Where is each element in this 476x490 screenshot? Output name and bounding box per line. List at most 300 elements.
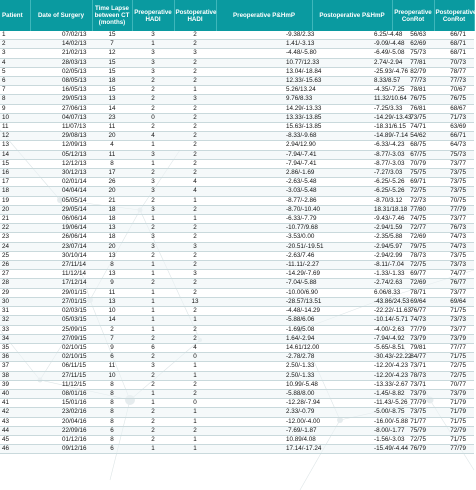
pre-hadi-cell: 3 (132, 362, 174, 371)
pre-conrot-cell: 67/75 (392, 150, 434, 159)
post-phmp-cell: 6.25/-4.48 (312, 31, 392, 40)
post-conrot-cell: 73/77 (434, 288, 474, 297)
post-hadi-cell: 2 (174, 426, 216, 435)
patient-cell: 10 (0, 113, 30, 122)
table-row (0, 77, 474, 86)
post-conrot-cell: 71/75 (434, 435, 474, 444)
pre-conrot-cell: 69/64 (392, 297, 434, 306)
post-hadi-cell: 0 (174, 353, 216, 362)
pre-hadi-cell: 2 (132, 196, 174, 205)
patient-cell: 34 (0, 334, 30, 343)
table-row (0, 435, 474, 444)
table-row (0, 380, 474, 389)
pre-phmp-cell: -5.88/6.06 (216, 316, 312, 325)
post-conrot-cell: 77/77 (434, 343, 474, 352)
pre-hadi-cell: 6 (132, 343, 174, 352)
pre-hadi-cell: 1 (132, 288, 174, 297)
pre-hadi-cell: 0 (132, 113, 174, 122)
patient-cell: 14 (0, 150, 30, 159)
post-conrot-cell: 71/79 (434, 408, 474, 417)
table-row (0, 49, 474, 58)
post-phmp-cell: -1.56/-3.03 (312, 435, 392, 444)
pre-phmp-cell: -2.63/7.46 (216, 251, 312, 260)
table-row (0, 233, 474, 242)
post-hadi-cell: 2 (174, 132, 216, 141)
pre-phmp-cell: -1.69/5.08 (216, 325, 312, 334)
post-conrot-cell: 77/79 (434, 205, 474, 214)
pre-phmp-cell: -28.57/13.51 (216, 297, 312, 306)
post-phmp-cell: -15.49/-4.44 (312, 445, 392, 454)
pre-phmp-cell: -7.69/-1.87 (216, 426, 312, 435)
post-conrot-cell: 74/77 (434, 270, 474, 279)
time-lapse-cell: 9 (92, 279, 132, 288)
date-cell: 04/04/14 (30, 187, 92, 196)
table-row (0, 261, 474, 270)
post-conrot-cell: 74/73 (434, 242, 474, 251)
pre-phmp-cell: -8.70/-10.40 (216, 205, 312, 214)
post-phmp-cell: -8.70/3.12 (312, 196, 392, 205)
table-row (0, 95, 474, 104)
date-cell: 28/03/13 (30, 58, 92, 67)
table-row (0, 141, 474, 150)
table-row (0, 58, 474, 67)
post-conrot-cell: 63/69 (434, 123, 474, 132)
post-hadi-cell: 3 (174, 270, 216, 279)
pre-hadi-cell: 3 (132, 150, 174, 159)
table-header (0, 0, 474, 31)
patient-cell: 2 (0, 40, 30, 49)
date-cell: 11/12/15 (30, 380, 92, 389)
post-hadi-cell: 2 (174, 279, 216, 288)
pre-phmp-cell: 12.33/-15.63 (216, 77, 312, 86)
post-phmp-cell: -6.49/-5.08 (312, 49, 392, 58)
patient-cell: 5 (0, 67, 30, 76)
table-row (0, 123, 474, 132)
pre-hadi-cell: 2 (132, 251, 174, 260)
patient-cell: 13 (0, 141, 30, 150)
table-row (0, 408, 474, 417)
time-lapse-cell: 8 (92, 435, 132, 444)
header-time-lapse: Time Lapse between CT (months) (92, 0, 132, 31)
pre-conrot-cell: 62/69 (392, 40, 434, 49)
pre-conrot-cell: 72/69 (392, 233, 434, 242)
pre-hadi-cell: 1 (132, 297, 174, 306)
pre-conrot-cell: 70/79 (392, 159, 434, 168)
date-cell: 23/02/16 (30, 408, 92, 417)
post-hadi-cell: 2 (174, 307, 216, 316)
post-hadi-cell: 2 (174, 334, 216, 343)
post-phmp-cell: -8.77/-3.03 (312, 150, 392, 159)
pre-hadi-cell: 3 (132, 242, 174, 251)
post-hadi-cell: 2 (174, 380, 216, 389)
pre-hadi-cell: 1 (132, 399, 174, 408)
time-lapse-cell: 14 (92, 316, 132, 325)
post-hadi-cell: 2 (174, 104, 216, 113)
post-conrot-cell: 71/75 (434, 417, 474, 426)
pre-conrot-cell: 74/71 (392, 123, 434, 132)
patient-cell: 33 (0, 325, 30, 334)
post-phmp-cell: -22.22/-11.63 (312, 307, 392, 316)
table-row (0, 288, 474, 297)
header-date-of-surgery: Date of Surgery (30, 0, 92, 31)
post-conrot-cell: 70/75 (434, 196, 474, 205)
table-row (0, 389, 474, 398)
pre-phmp-cell: 14.29/-13.33 (216, 104, 312, 113)
post-phmp-cell: -8.77/-3.03 (312, 159, 392, 168)
table-row (0, 353, 474, 362)
post-conrot-cell: 64/73 (434, 141, 474, 150)
date-cell: 26/06/14 (30, 233, 92, 242)
patient-cell: 12 (0, 132, 30, 141)
pre-phmp-cell: -3.53/0.00 (216, 233, 312, 242)
patient-cell: 45 (0, 435, 30, 444)
table-row (0, 334, 474, 343)
pre-conrot-cell: 68/75 (392, 141, 434, 150)
date-cell: 27/11/15 (30, 371, 92, 380)
time-lapse-cell: 2 (92, 325, 132, 334)
pre-hadi-cell: 2 (132, 77, 174, 86)
pre-conrot-cell: 73/71 (392, 362, 434, 371)
pre-conrot-cell: 78/73 (392, 371, 434, 380)
date-cell: 27/11/14 (30, 261, 92, 270)
table-row (0, 316, 474, 325)
pre-phmp-cell: -4.48/-14.29 (216, 307, 312, 316)
time-lapse-cell: 10 (92, 307, 132, 316)
post-phmp-cell: -30.43/-22.22 (312, 353, 392, 362)
header-postoperative-phmp: Postoperative P&HmP (312, 0, 392, 31)
table-row (0, 31, 474, 40)
pre-phmp-cell: 15.63/-13.85 (216, 123, 312, 132)
post-phmp-cell: 6.06/8.33 (312, 288, 392, 297)
pre-phmp-cell: 10.99/-5.48 (216, 380, 312, 389)
time-lapse-cell: 14 (92, 104, 132, 113)
time-lapse-cell: 15 (92, 86, 132, 95)
post-hadi-cell: 2 (174, 205, 216, 214)
patient-cell: 40 (0, 389, 30, 398)
pre-hadi-cell: 1 (132, 261, 174, 270)
time-lapse-cell: 4 (92, 141, 132, 150)
post-conrot-cell: 71/79 (434, 399, 474, 408)
patient-cell: 1 (0, 31, 30, 40)
time-lapse-cell: 8 (92, 380, 132, 389)
date-cell: 12/12/13 (30, 159, 92, 168)
date-cell: 11/12/14 (30, 270, 92, 279)
post-hadi-cell: 2 (174, 159, 216, 168)
post-phmp-cell: -6.33/-4.23 (312, 141, 392, 150)
post-hadi-cell: 4 (174, 178, 216, 187)
post-phmp-cell: -8.11/-7.04 (312, 261, 392, 270)
pre-hadi-cell: 1 (132, 307, 174, 316)
post-hadi-cell: 1 (174, 215, 216, 224)
date-cell: 09/12/16 (30, 445, 92, 454)
post-phmp-cell: -6.25/-5.26 (312, 178, 392, 187)
post-conrot-cell: 73/77 (434, 215, 474, 224)
pre-phmp-cell: -3.03/-5.48 (216, 187, 312, 196)
pre-conrot-cell: 72/75 (392, 435, 434, 444)
table-row (0, 270, 474, 279)
post-phmp-cell: -18.31/6.15 (312, 123, 392, 132)
post-conrot-cell: 76/75 (434, 95, 474, 104)
post-hadi-cell: 13 (174, 297, 216, 306)
date-cell: 02/05/13 (30, 67, 92, 76)
time-lapse-cell: 7 (92, 334, 132, 343)
pre-phmp-cell: 2.50/-1.33 (216, 362, 312, 371)
post-hadi-cell: 2 (174, 251, 216, 260)
post-phmp-cell: -13.33/-2.67 (312, 380, 392, 389)
post-conrot-cell: 73/75 (434, 251, 474, 260)
table-row (0, 169, 474, 178)
pre-conrot-cell: 77/81 (392, 58, 434, 67)
post-hadi-cell: 2 (174, 150, 216, 159)
post-hadi-cell: 2 (174, 31, 216, 40)
date-cell: 08/01/16 (30, 389, 92, 398)
pre-phmp-cell: -9.38/2.33 (216, 31, 312, 40)
post-conrot-cell: 73/75 (434, 178, 474, 187)
patient-cell: 32 (0, 316, 30, 325)
time-lapse-cell: 6 (92, 426, 132, 435)
post-phmp-cell: -12.20/-4.23 (312, 371, 392, 380)
pre-hadi-cell: 2 (132, 95, 174, 104)
table-row (0, 224, 474, 233)
post-hadi-cell: 1 (174, 362, 216, 371)
time-lapse-cell: 13 (92, 297, 132, 306)
time-lapse-cell: 6 (92, 445, 132, 454)
pre-hadi-cell: 1 (132, 325, 174, 334)
time-lapse-cell: 20 (92, 132, 132, 141)
post-conrot-cell: 77/79 (434, 445, 474, 454)
pre-conrot-cell: 79/75 (392, 242, 434, 251)
time-lapse-cell: 7 (92, 40, 132, 49)
post-phmp-cell: -4.00/-2.63 (312, 325, 392, 334)
pre-hadi-cell: 1 (132, 445, 174, 454)
time-lapse-cell: 8 (92, 408, 132, 417)
post-hadi-cell: 2 (174, 77, 216, 86)
time-lapse-cell: 10 (92, 371, 132, 380)
pre-phmp-cell: 10.77/12.33 (216, 58, 312, 67)
date-cell: 02/10/15 (30, 343, 92, 352)
table-row (0, 132, 474, 141)
date-cell: 08/05/13 (30, 77, 92, 86)
table-row (0, 215, 474, 224)
post-hadi-cell: 2 (174, 325, 216, 334)
time-lapse-cell: 11 (92, 362, 132, 371)
pre-phmp-cell: -20.51/-19.51 (216, 242, 312, 251)
post-hadi-cell: 2 (174, 224, 216, 233)
time-lapse-cell: 13 (92, 224, 132, 233)
header-preoperative-hadi: Preoperative HADI (132, 0, 174, 31)
patient-cell: 3 (0, 49, 30, 58)
post-hadi-cell: 1 (174, 371, 216, 380)
pre-phmp-cell: 2.94/12.90 (216, 141, 312, 150)
post-hadi-cell: 3 (174, 95, 216, 104)
post-phmp-cell: -4.35/-7.25 (312, 86, 392, 95)
post-phmp-cell: -7.27/3.03 (312, 169, 392, 178)
pre-conrot-cell: 73/75 (392, 408, 434, 417)
pre-hadi-cell: 2 (132, 86, 174, 95)
date-cell: 29/08/13 (30, 132, 92, 141)
post-conrot-cell: 72/75 (434, 362, 474, 371)
post-hadi-cell: 1 (174, 435, 216, 444)
post-conrot-cell: 73/75 (434, 169, 474, 178)
table-row (0, 343, 474, 352)
patient-cell: 42 (0, 408, 30, 417)
pre-conrot-cell: 56/63 (392, 31, 434, 40)
time-lapse-cell: 20 (92, 187, 132, 196)
pre-conrot-cell: 54/62 (392, 132, 434, 141)
pre-hadi-cell: 2 (132, 371, 174, 380)
patient-cell: 30 (0, 297, 30, 306)
table-row (0, 205, 474, 214)
patient-cell: 21 (0, 215, 30, 224)
time-lapse-cell: 15 (92, 67, 132, 76)
time-lapse-cell: 8 (92, 399, 132, 408)
date-cell: 05/12/13 (30, 150, 92, 159)
pre-conrot-cell: 73/71 (392, 380, 434, 389)
post-phmp-cell: -5.65/-8.51 (312, 343, 392, 352)
date-cell: 04/07/13 (30, 113, 92, 122)
date-cell: 02/01/14 (30, 178, 92, 187)
table-row (0, 196, 474, 205)
post-hadi-cell: 4 (174, 343, 216, 352)
post-hadi-cell: 2 (174, 389, 216, 398)
table-row (0, 279, 474, 288)
date-cell: 25/09/15 (30, 325, 92, 334)
post-hadi-cell: 4 (174, 187, 216, 196)
pre-hadi-cell: 2 (132, 417, 174, 426)
pre-phmp-cell: -14.29/-7.69 (216, 270, 312, 279)
post-conrot-cell: 73/77 (434, 159, 474, 168)
date-cell: 30/10/14 (30, 251, 92, 260)
pre-conrot-cell: 76/81 (392, 104, 434, 113)
time-lapse-cell: 15 (92, 31, 132, 40)
post-conrot-cell: 71/75 (434, 353, 474, 362)
pre-conrot-cell: 69/77 (392, 270, 434, 279)
time-lapse-cell: 11 (92, 288, 132, 297)
post-hadi-cell: 2 (174, 67, 216, 76)
post-phmp-cell: -14.89/-7.14 (312, 132, 392, 141)
pre-hadi-cell: 1 (132, 316, 174, 325)
time-lapse-cell: 8 (92, 159, 132, 168)
pre-conrot-cell: 69/71 (392, 178, 434, 187)
time-lapse-cell: 8 (92, 417, 132, 426)
post-phmp-cell: -9.43/-7.46 (312, 215, 392, 224)
patient-cell: 31 (0, 307, 30, 316)
post-conrot-cell: 68/67 (434, 104, 474, 113)
post-phmp-cell: -9.09/-4.48 (312, 40, 392, 49)
pre-phmp-cell: 2.33/-0.79 (216, 408, 312, 417)
post-hadi-cell: 2 (174, 40, 216, 49)
time-lapse-cell: 23 (92, 113, 132, 122)
pre-hadi-cell: 2 (132, 408, 174, 417)
table-row (0, 417, 474, 426)
post-conrot-cell: 68/71 (434, 49, 474, 58)
pre-hadi-cell: 2 (132, 426, 174, 435)
pre-phmp-cell: 2.86/-1.69 (216, 169, 312, 178)
pre-hadi-cell: 2 (132, 435, 174, 444)
post-phmp-cell: 18.31/18.18 (312, 205, 392, 214)
post-conrot-cell: 76/73 (434, 224, 474, 233)
patient-cell: 17 (0, 178, 30, 187)
post-phmp-cell: 11.32/10.64 (312, 95, 392, 104)
pre-phmp-cell: -5.88/8.00 (216, 389, 312, 398)
post-phmp-cell: -2.74/2.63 (312, 279, 392, 288)
pre-hadi-cell: 2 (132, 380, 174, 389)
post-conrot-cell: 73/73 (434, 316, 474, 325)
time-lapse-cell: 18 (92, 233, 132, 242)
pre-phmp-cell: 13.33/-13.85 (216, 113, 312, 122)
pre-conrot-cell: 75/79 (392, 426, 434, 435)
pre-conrot-cell: 71/77 (392, 417, 434, 426)
pre-conrot-cell: 74/75 (392, 215, 434, 224)
post-phmp-cell: -8.00/-1.77 (312, 426, 392, 435)
post-hadi-cell: 3 (174, 242, 216, 251)
pre-conrot-cell: 76/77 (392, 307, 434, 316)
patient-cell: 8 (0, 95, 30, 104)
post-phmp-cell: -7.94/-4.92 (312, 334, 392, 343)
header-preoperative-phmp: Preoperative P&HmP (216, 0, 312, 31)
pre-conrot-cell: 78/81 (392, 86, 434, 95)
table-row (0, 399, 474, 408)
pre-hadi-cell: 2 (132, 334, 174, 343)
patient-cell: 39 (0, 380, 30, 389)
pre-conrot-cell: 74/73 (392, 316, 434, 325)
patient-cell: 7 (0, 86, 30, 95)
pre-conrot-cell: 78/73 (392, 251, 434, 260)
date-cell: 30/12/13 (30, 169, 92, 178)
patient-cell: 6 (0, 77, 30, 86)
table-body (0, 31, 474, 454)
post-conrot-cell: 73/73 (434, 261, 474, 270)
patient-cell: 23 (0, 233, 30, 242)
patient-cell: 28 (0, 279, 30, 288)
patient-cell: 36 (0, 353, 30, 362)
patient-cell: 44 (0, 426, 30, 435)
patient-cell: 16 (0, 169, 30, 178)
patient-cell: 37 (0, 362, 30, 371)
pre-conrot-cell: 76/75 (392, 95, 434, 104)
time-lapse-cell: 12 (92, 49, 132, 58)
post-conrot-cell: 66/71 (434, 31, 474, 40)
time-lapse-cell: 13 (92, 95, 132, 104)
pre-conrot-cell: 76/79 (392, 445, 434, 454)
post-conrot-cell: 70/73 (434, 58, 474, 67)
time-lapse-cell: 8 (92, 389, 132, 398)
post-hadi-cell: 1 (174, 408, 216, 417)
pre-phmp-cell: 1.64/-2.94 (216, 334, 312, 343)
time-lapse-cell: 18 (92, 215, 132, 224)
pre-conrot-cell: 72/73 (392, 196, 434, 205)
pre-hadi-cell: 3 (132, 67, 174, 76)
patient-cell: 20 (0, 205, 30, 214)
date-cell: 22/09/16 (30, 426, 92, 435)
time-lapse-cell: 9 (92, 343, 132, 352)
time-lapse-cell: 13 (92, 251, 132, 260)
post-phmp-cell: -2.94/1.59 (312, 224, 392, 233)
pre-conrot-cell: 73/75 (392, 113, 434, 122)
post-phmp-cell: -43.86/24.53 (312, 297, 392, 306)
pre-conrot-cell: 72/77 (392, 224, 434, 233)
pre-phmp-cell: -2.78/2.78 (216, 353, 312, 362)
pre-hadi-cell: 1 (132, 270, 174, 279)
header-postoperative-conrot: Postoperative ConRot (434, 0, 474, 31)
post-phmp-cell: -10.14/-5.71 (312, 316, 392, 325)
time-lapse-cell: 11 (92, 123, 132, 132)
time-lapse-cell: 20 (92, 242, 132, 251)
date-cell: 29/05/14 (30, 205, 92, 214)
pre-hadi-cell: 2 (132, 104, 174, 113)
table-row (0, 113, 474, 122)
header-row (0, 0, 474, 31)
